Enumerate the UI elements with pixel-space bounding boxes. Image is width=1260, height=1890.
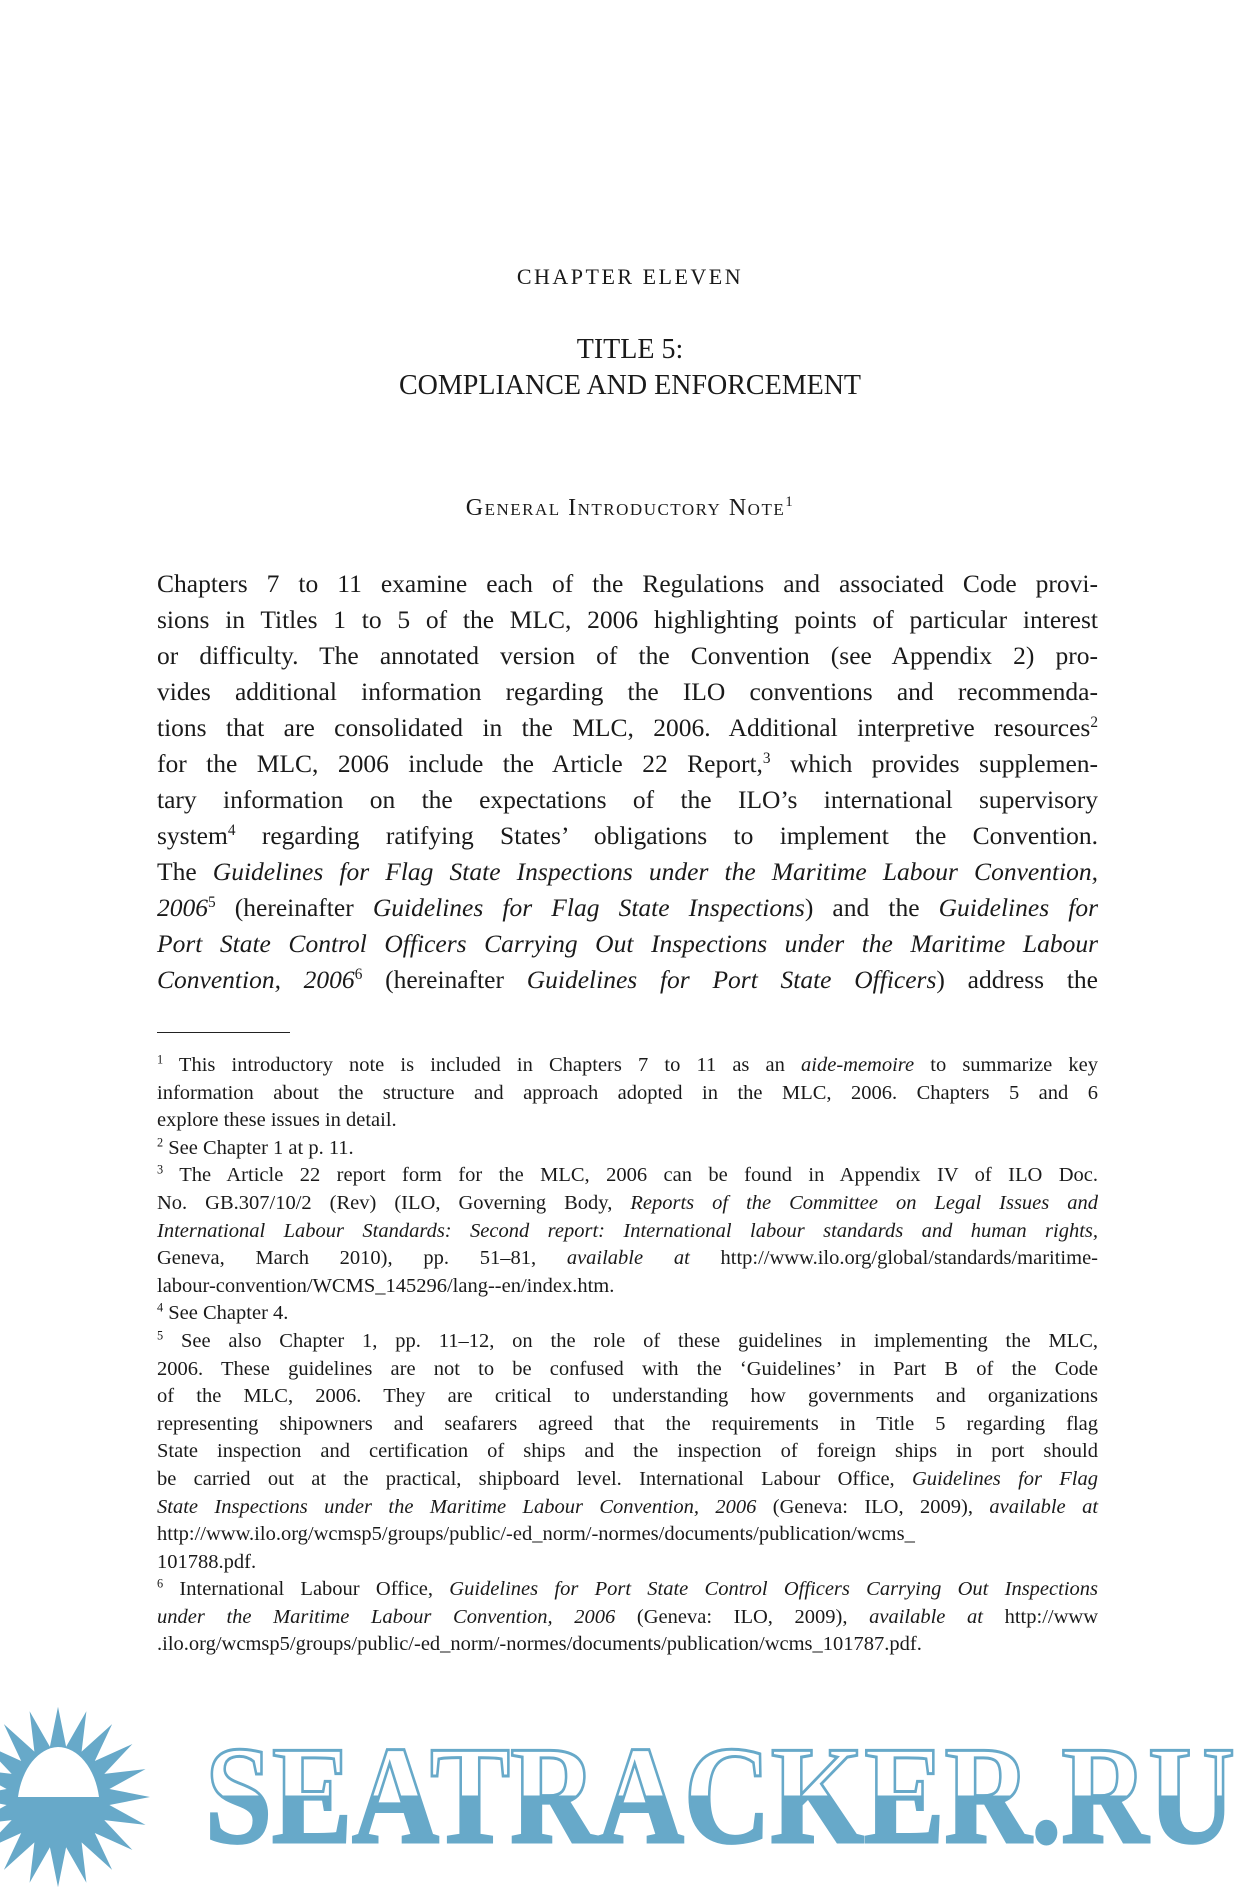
text: for the MLC, 2006 include the Article 22 Report, — [157, 749, 763, 778]
footnote-marker: 1 — [157, 1052, 164, 1067]
footnote-line — [157, 1631, 1098, 1659]
footnote-line — [157, 1190, 1098, 1218]
body-line — [157, 818, 1098, 854]
footnote-line — [157, 1466, 1098, 1494]
text: which provides supplemen- — [770, 749, 1099, 778]
body-line — [157, 746, 1098, 782]
footnote-line — [157, 1521, 1098, 1549]
text: to summarize key — [914, 1054, 1099, 1076]
watermark-text: SEATRACKER.RU — [205, 1718, 1235, 1873]
body-line — [157, 602, 1098, 638]
footnote-marker: 3 — [762, 749, 771, 767]
text: The Article 22 report form for the MLC, 2006 can be found in Appendix IV of ILO Doc. — [163, 1164, 1098, 1187]
footnote-marker: 2 — [157, 1135, 164, 1150]
italic-text: Convention, 2006 — [157, 965, 355, 994]
text: The — [157, 857, 213, 886]
footnote-line — [157, 1576, 1098, 1604]
text: ) and the — [804, 893, 939, 922]
italic-text: Guidelines for Flag — [911, 1467, 1098, 1490]
footnote-marker: 4 — [157, 1300, 164, 1315]
text: information about the structure and approach adopted in the MLC, 2006. Chapters 5 and 6 — [157, 1081, 1098, 1104]
text: See also Chapter 1, pp. 11–12, on the role of these guidelines in implementing the MLC, — [163, 1329, 1098, 1352]
text: (Geneva: ILO, 2009), — [615, 1605, 870, 1628]
text: (Geneva: ILO, 2009), — [756, 1495, 990, 1518]
text: http://www.ilo.org/wcmsp5/groups/public/-ed_norm/-normes/documents/publication/wcms_ — [157, 1523, 915, 1546]
footnote-marker: 6 — [157, 1576, 164, 1591]
footnote-marker: 4 — [227, 821, 236, 839]
text: Chapters 7 to 11 examine each of the Regulations and associated Code provi- — [157, 569, 1098, 598]
text: (hereinafter — [215, 893, 373, 922]
text: http://www — [982, 1605, 1098, 1628]
body-line — [157, 710, 1098, 746]
text: labour-convention/WCMS_145296/lang--en/index.htm. — [157, 1274, 615, 1297]
italic-text: Reports of the Committee on Legal Issues and — [630, 1191, 1098, 1214]
text: This introductory note is included in Chapters 7 to 11 as an — [163, 1054, 802, 1076]
footnote-marker: 3 — [157, 1163, 164, 1177]
text: State inspection and certification of ships and the inspection of foreign ships in port should — [157, 1440, 1098, 1463]
text: representing shipowners and seafarers agreed that the requirements in Title 5 regarding flag — [157, 1412, 1098, 1435]
section-heading — [0, 494, 1260, 522]
footnote-line — [157, 1494, 1098, 1522]
italic-text: Guidelines for Port State Control Officers Carrying Out Inspections — [449, 1578, 1098, 1601]
italic-text: available at — [869, 1605, 983, 1628]
body-line — [157, 674, 1098, 710]
italic-text: available at — [989, 1495, 1099, 1518]
italic-text: Guidelines for Port State Officers — [526, 965, 937, 994]
footnote-line — [157, 1245, 1098, 1273]
text: tions that are consolidated in the MLC, 2006. Additional interpretive resources — [157, 713, 1091, 742]
footnote-line — [157, 1135, 1098, 1163]
footnote-line — [157, 1218, 1098, 1246]
footnote-line — [157, 1549, 1098, 1577]
body-line — [157, 782, 1098, 818]
italic-text: Guidelines for Flag State Inspections — [372, 893, 805, 922]
title-line-2: COMPLIANCE AND ENFORCEMENT — [398, 370, 862, 401]
footnote-line — [157, 1052, 1098, 1080]
body-line — [157, 854, 1098, 890]
footnote-line — [157, 1356, 1098, 1384]
text: See Chapter 1 at p. 11. — [163, 1136, 354, 1159]
footnote-line — [157, 1328, 1098, 1356]
footnote-marker: 5 — [157, 1328, 164, 1343]
text: system — [157, 821, 228, 850]
italic-text: International Labour Standards: Second report: International labour standards and human rights, — [157, 1219, 1098, 1242]
italic-text: under the Maritime Labour Convention, 2006 — [157, 1605, 616, 1628]
footnote-line — [157, 1273, 1098, 1301]
footnote-line — [157, 1604, 1098, 1632]
body-line — [157, 926, 1098, 962]
text: (hereinafter — [362, 965, 527, 994]
footnote-line — [157, 1162, 1098, 1190]
italic-text: available at — [566, 1247, 690, 1270]
text: No. GB.307/10/2 (Rev) (ILO, Governing Body, — [157, 1191, 631, 1214]
text: ) address the — [936, 965, 1098, 994]
footnotes — [157, 1052, 1098, 1659]
footnote-marker: 5 — [208, 893, 216, 911]
italic-text: Guidelines for — [938, 893, 1098, 922]
text: of the MLC, 2006. They are critical to understanding how governments and organizations — [157, 1385, 1098, 1408]
text: Geneva, March 2010), pp. 51–81, — [157, 1247, 567, 1270]
footnote-line — [157, 1300, 1098, 1328]
watermark — [0, 1690, 1260, 1890]
text: .ilo.org/wcmsp5/groups/public/-ed_norm/-normes/documents/publication/wcms_101787.pdf. — [157, 1633, 922, 1656]
italic-text: State Inspections under the Maritime Labour Convention, 2006 — [157, 1495, 757, 1518]
footnote-line — [157, 1438, 1098, 1466]
text: be carried out at the practical, shipboard level. International Labour Office, — [157, 1467, 912, 1490]
italic-text: Guidelines for Flag State Inspections under the Maritime Labour Convention, — [212, 857, 1099, 886]
italic-text: 2006 — [157, 893, 208, 922]
text: explore these issues in detail. — [157, 1109, 397, 1132]
footnote-divider — [157, 1032, 290, 1033]
italic-text: aide-memoire — [801, 1054, 915, 1076]
text: vides additional information regarding the ILO conventions and recommenda- — [157, 677, 1098, 706]
text: http://www.ilo.org/global/standards/maritime- — [689, 1247, 1098, 1270]
footnote-line — [157, 1107, 1098, 1135]
chapter-label: CHAPTER ELEVEN — [516, 264, 744, 289]
text: International Labour Office, — [163, 1578, 450, 1601]
footnote-marker: 2 — [1090, 713, 1098, 731]
footnote-line — [157, 1411, 1098, 1439]
text: 101788.pdf. — [157, 1550, 257, 1573]
text: tary information on the expectations of the ILO’s international supervisory — [157, 785, 1098, 814]
text: regarding ratifying States’ obligations to implement the Convention. — [235, 821, 1098, 850]
italic-text: Port State Control Officers Carrying Out Inspections under the Maritime Labour — [157, 929, 1098, 958]
footnote-ref: 1 — [785, 494, 795, 510]
body-line — [157, 890, 1098, 926]
body-line — [157, 962, 1098, 998]
body-text — [157, 566, 1098, 998]
text: or difficulty. The annotated version of the Convention (see Appendix 2) pro- — [157, 641, 1098, 670]
title-line-1: TITLE 5: — [576, 334, 684, 365]
body-line — [157, 638, 1098, 674]
sun-icon — [0, 1707, 150, 1887]
body-line — [157, 566, 1098, 602]
text: 2006. These guidelines are not to be confused with the ‘Guidelines’ in Part B of the Code — [157, 1357, 1098, 1380]
text: sions in Titles 1 to 5 of the MLC, 2006 highlighting points of particular interest — [157, 605, 1098, 634]
footnote-marker: 6 — [354, 965, 363, 983]
footnote-line — [157, 1080, 1098, 1108]
text: See Chapter 4. — [163, 1302, 289, 1325]
section-heading-text: General Introductory Note — [465, 495, 786, 521]
footnote-line — [157, 1383, 1098, 1411]
